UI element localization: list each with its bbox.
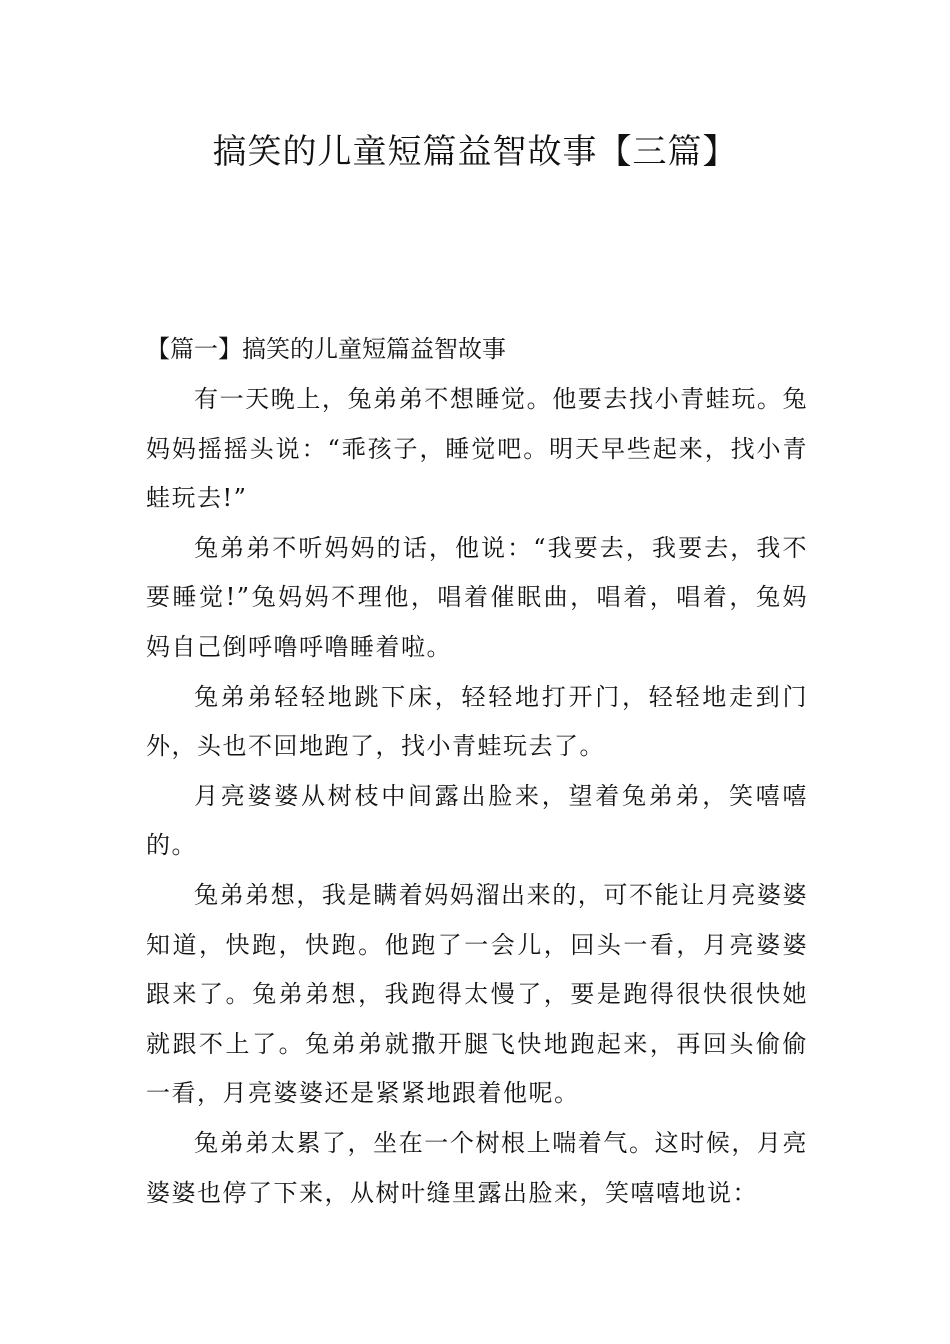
paragraph: 月亮婆婆从树枝中间露出脸来，望着兔弟弟，笑嘻嘻的。 <box>146 781 808 860</box>
document-title: 搞笑的儿童短篇益智故事【三篇】 <box>212 132 738 172</box>
section-heading: 【篇一】搞笑的儿童短篇益智故事 <box>146 335 506 363</box>
paragraph: 兔弟弟不听妈妈的话，他说：“我要去，我要去，我不要睡觉!”兔妈妈不理他，唱着催眠曲，唱着，唱着，兔妈妈自己倒呼噜呼噜睡着啦。 <box>146 533 808 661</box>
paragraph: 兔弟弟轻轻地跳下床，轻轻地打开门，轻轻地走到门外，头也不回地跑了，找小青蛙玩去了。 <box>146 682 808 761</box>
paragraph: 有一天晚上，兔弟弟不想睡觉。他要去找小青蛙玩。兔妈妈摇摇头说：“乖孩子，睡觉吧。明天早些起来，找小青蛙玩去!” <box>146 385 808 513</box>
story-body <box>146 375 808 1218</box>
paragraph: 兔弟弟想，我是瞒着妈妈溜出来的，可不能让月亮婆婆知道，快跑，快跑。他跑了一会儿，回头一看，月亮婆婆跟来了。兔弟弟想，我跑得太慢了，要是跑得很快很快她就跟不上了。兔弟弟就撒开腿飞快地跑起来，再回头偷偷一看，月亮婆婆还是紧紧地跟着他呢。 <box>146 880 808 1108</box>
paragraph: 兔弟弟太累了，坐在一个树根上喘着气。这时候，月亮婆婆也停了下来，从树叶缝里露出脸来，笑嘻嘻地说： <box>146 1128 808 1207</box>
